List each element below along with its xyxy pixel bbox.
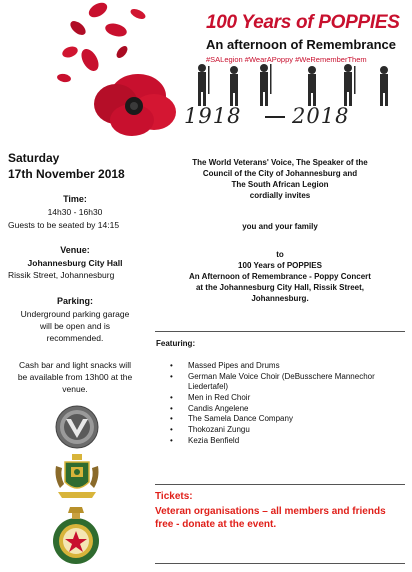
tickets-text: Veteran organisations – all members and friends free - donate at the event. [155, 506, 386, 530]
invitation-line: An Afternoon of Remembrance - Poppy Concert [189, 272, 371, 281]
list-item: • Men in Red Choir [176, 393, 406, 403]
invitation-line: you and your family [242, 222, 318, 231]
johannesburg-coat-of-arms-icon [52, 452, 102, 502]
guests-seated-note: Guests to be seated by 14:15 [8, 220, 120, 230]
invitation-line: Council of the City of Johannesburg and [202, 169, 358, 178]
invitation-line: at the Johannesburg City Hall, Rissik Street, [195, 283, 365, 292]
bar-note-line: be available from 13h00 at the [17, 372, 133, 382]
featuring-label: Featuring: [156, 339, 196, 348]
invitation-line: 100 Years of POPPIES [238, 261, 322, 270]
divider [155, 331, 405, 332]
tickets-label: Tickets: [155, 491, 193, 502]
page-title: 100 Years of POPPIES [206, 12, 400, 33]
time-value: 14h30 - 16h30 [47, 207, 103, 217]
parking-label: Parking: [56, 296, 93, 306]
list-item: • Massed Pipes and Drums [176, 361, 406, 371]
world-veterans-emblem-icon [52, 404, 102, 450]
invitation-line: The World Veterans' Voice, The Speaker of the [192, 158, 368, 167]
bar-note-line: Cash bar and light snacks will [19, 360, 131, 370]
list-item: • Thokozani Zungu [176, 425, 406, 435]
invitation-line: to [276, 250, 284, 259]
list-item: • Kezia Benfield [176, 436, 406, 446]
bar-note-line: venue. [62, 384, 88, 394]
venue-label: Venue: [60, 245, 90, 255]
parking-line: will be open and is [40, 321, 110, 331]
parking-line: recommended. [46, 333, 104, 343]
invitation-line: The South African Legion [231, 180, 329, 189]
venue-address: Rissik Street, Johannesburg [8, 270, 115, 280]
sa-legion-badge-icon [50, 505, 102, 567]
event-date: 17th November 2018 [8, 167, 125, 181]
time-label: Time: [63, 194, 87, 204]
hashtags: #SALegion #WearAPoppy #WeRememberThem [206, 55, 367, 64]
venue-name: Johannesburg City Hall [27, 258, 123, 268]
year-separator [265, 116, 285, 118]
page-subtitle: An afternoon of Remembrance [206, 37, 396, 52]
divider [155, 563, 405, 564]
list-item: • The Samela Dance Company [176, 414, 406, 424]
list-item: • Candis Angelene [176, 404, 406, 414]
list-item: • German Male Voice Choir (DeBusschere Mannechor Liedertafel) [176, 372, 406, 393]
parking-line: Underground parking garage [20, 309, 130, 319]
invitation-line: cordially invites [249, 191, 311, 200]
year-start: 1918 [184, 104, 242, 128]
divider [155, 484, 405, 485]
event-day: Saturday [8, 151, 60, 165]
invitation-line: Johannesburg. [251, 294, 309, 303]
year-end: 2018 [292, 104, 350, 128]
header-banner [0, 0, 412, 140]
featuring-list [176, 361, 406, 447]
